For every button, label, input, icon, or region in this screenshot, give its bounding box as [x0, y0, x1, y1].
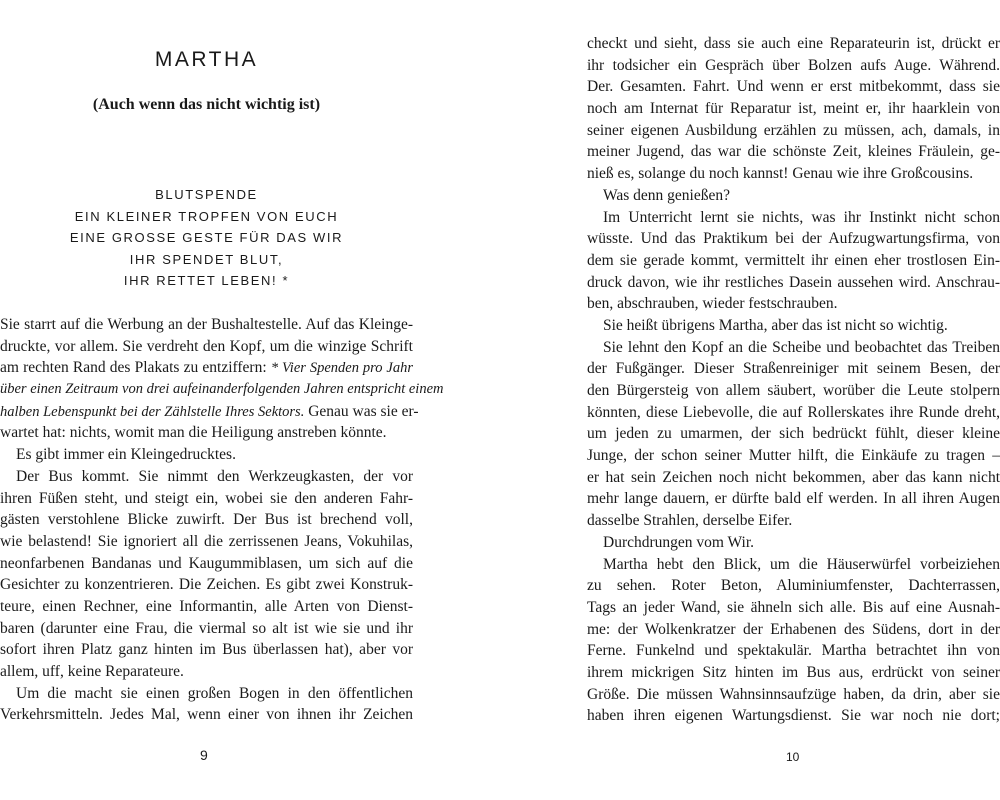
text-line: Im Unterricht lernt sie nichts, was ihr Instinkt nicht schon: [603, 208, 1000, 226]
text-line: sofort ihren Platz ganz hinten im Bus überlassen hat), aber vor: [0, 641, 413, 659]
text-segment: Genau was sie er-: [304, 402, 419, 420]
slogan-line: EINE GROSSE GESTE FÜR DAS WIR: [69, 230, 344, 245]
slogan-line: IHR RETTET LEBEN! *: [123, 273, 290, 288]
text-line: den Bürgersteig von allem säubert, worüber die Leute stolpern: [587, 382, 1000, 399]
text-line: Ferne. Funkelnd und spektakulär. Martha betrachtet ihn von: [587, 642, 1000, 660]
text-line: haben ihren eigenen Wartungsdienst. Sie war noch nie dort;: [587, 707, 1000, 725]
text-line: ihr todsicher ein Gespräch über Bolzen aufs Auge. Während.: [587, 56, 1000, 74]
text-line: druckte, vor allem. Sie verdreht den Kopf, um die winzige Schrift: [0, 337, 413, 355]
left-body-text: [0, 314, 444, 726]
text-line: me: der Wolkenkratzer der Erhabenen des Südens, dort in der: [587, 620, 1000, 638]
text-line: Um die macht sie einen großen Bogen in den öffentlichen: [16, 684, 413, 702]
text-line: könnten, diese Liebevolle, die auf Rollerskates ihre Runde dreht,: [587, 403, 1000, 421]
text-line: seiner eigenen Ausbildung erzählen zu müssen, ach, damals, in: [587, 121, 1000, 139]
left-page: [0, 0, 444, 800]
text-line: dasselbe Strahlen, derselbe Eifer.: [587, 512, 793, 530]
text-line: checkt und sieht, dass sie auch eine Reparateurin ist, drückt er: [587, 35, 1000, 52]
text-line: zu sehen. Roter Beton, Aluminiumfenster, Dachterrassen,: [587, 577, 1000, 595]
text-line: Es gibt immer ein Kleingedrucktes.: [16, 446, 236, 464]
text-line: wüsste. Und das Praktikum bei der Aufzugwartungsfirma, von: [587, 230, 1000, 248]
text-line: er hat sein Zeichen noch nicht bekommen, aber das kann nicht: [587, 468, 1000, 486]
text-line: Durchdrungen vom Wir.: [603, 533, 755, 551]
text-line: dem sie gerade kommt, vermittelt ihr einen eher trostlosen Ein-: [587, 251, 1000, 269]
text-line: druck davon, wie ihr restliches Dasein aussehen wird. Anschrau-: [587, 273, 1000, 291]
text-line: ben, abschrauben, wieder festschrauben.: [587, 295, 838, 313]
text-line: Sie lehnt den Kopf an die Scheibe und beobachtet das Treiben: [603, 338, 1000, 356]
text-line: um jeden zu umarmen, der sich bedrückt fühlt, dieser kleine: [587, 425, 1000, 443]
text-line: Verkehrsmitteln. Jedes Mal, wenn einer von ihnen ihr Zeichen: [0, 706, 413, 724]
footnote-text: * Vier Spenden pro Jahr: [270, 360, 413, 377]
text-line: Sie heißt übrigens Martha, aber das ist nicht so wichtig.: [603, 316, 948, 334]
text-line: Der. Gesamten. Fahrt. Und wenn er erst mitbekommt, dass sie: [587, 78, 1000, 96]
text-line: nieß es, solange du noch kannst! Genau wie ihre Großcousins.: [587, 165, 974, 183]
footnote-text: halben Lebenspunkt bei der Zählstelle Ihres Sektors.: [0, 403, 305, 420]
text-line: meiner Jugend, das war die schönste Zeit, kleines Fräulein, ge-: [587, 143, 1000, 161]
text-line: Junge, der schon seiner Mutter hilft, die Einkäufe zu tragen –: [587, 447, 1000, 465]
text-line: [0, 357, 413, 379]
footnote-line: über einen Zeitraum von drei aufeinanderfolgenden Jahren entspricht einem: [0, 381, 444, 398]
blood-donation-slogan: [0, 184, 413, 292]
text-line: neonfarbenen Bandanas und Kaugummiblasen, um sich auf die: [0, 554, 413, 572]
text-line: gästen verstohlene Blicke zuwirft. Der Bus ist brechend voll,: [0, 511, 413, 529]
text-line: allem, uff, keine Reparateure.: [0, 663, 184, 680]
right-body-text: [587, 33, 1000, 727]
text-line: Was denn genießen?: [603, 186, 731, 204]
text-line: Gesichter zu konzentrieren. Die Zeichen. Es gibt zwei Konstruk-: [0, 576, 413, 594]
page-number: 9: [200, 747, 208, 763]
text-line: ihrem mickrigen Sitz hinten im Bus aus, erdrückt von seiner: [587, 663, 1000, 681]
text-line: Tags an jeder Wand, sie ähneln sich alle. Bis auf eine Ausnah-: [587, 598, 1000, 616]
right-page: [587, 0, 1000, 800]
text-segment: am rechten Rand des Plakats zu entziffern:: [0, 359, 271, 377]
text-line: Sie starrt auf die Werbung an der Bushaltestelle. Auf das Kleinge-: [0, 316, 413, 333]
text-line: wartet hat: nichts, womit man die Heiligung anstreben könnte.: [0, 424, 387, 442]
text-line: Der Bus kommt. Sie nimmt den Werkzeugkasten, der vor: [16, 467, 413, 485]
slogan-line: BLUTSPENDE: [155, 187, 258, 202]
chapter-title: MARTHA: [154, 48, 259, 71]
text-line: mehr lange dauern, er dürfte bald elf werden. In all ihren Augen: [587, 490, 1000, 508]
text-line: noch am Internat für Reparatur ist, meint er, ihr haarklein von: [587, 100, 1000, 118]
text-line: wie belastend! Sie ignoriert all die zerrissenen Jeans, Vokuhilas,: [0, 532, 413, 550]
text-line: baren (darunter eine Frau, die viermal so alt ist wie sie und ihr: [0, 619, 413, 637]
text-line: [0, 401, 419, 423]
text-line: ihren Füßen steht, und steigt ein, wobei sie den anderen Fahr-: [0, 489, 413, 507]
slogan-line: IHR SPENDET BLUT,: [129, 251, 284, 267]
text-line: teure, einen Rechner, eine Informantin, alle Arten von Dienst-: [0, 597, 413, 615]
slogan-line: EIN KLEINER TROPFEN VON EUCH: [74, 208, 339, 224]
text-line: der Fußgänger. Dieser Straßenreiniger mit seinem Besen, der: [587, 360, 1000, 378]
text-line: Martha hebt den Blick, um die Häuserwürfel vorbeiziehen: [603, 555, 1000, 573]
text-line: Größe. Die müssen Wahnsinnsaufzüge haben, da drin, aber sie: [587, 685, 1000, 703]
page-number: 10: [786, 750, 800, 764]
chapter-subtitle: (Auch wenn das nicht wichtig ist): [92, 96, 321, 113]
